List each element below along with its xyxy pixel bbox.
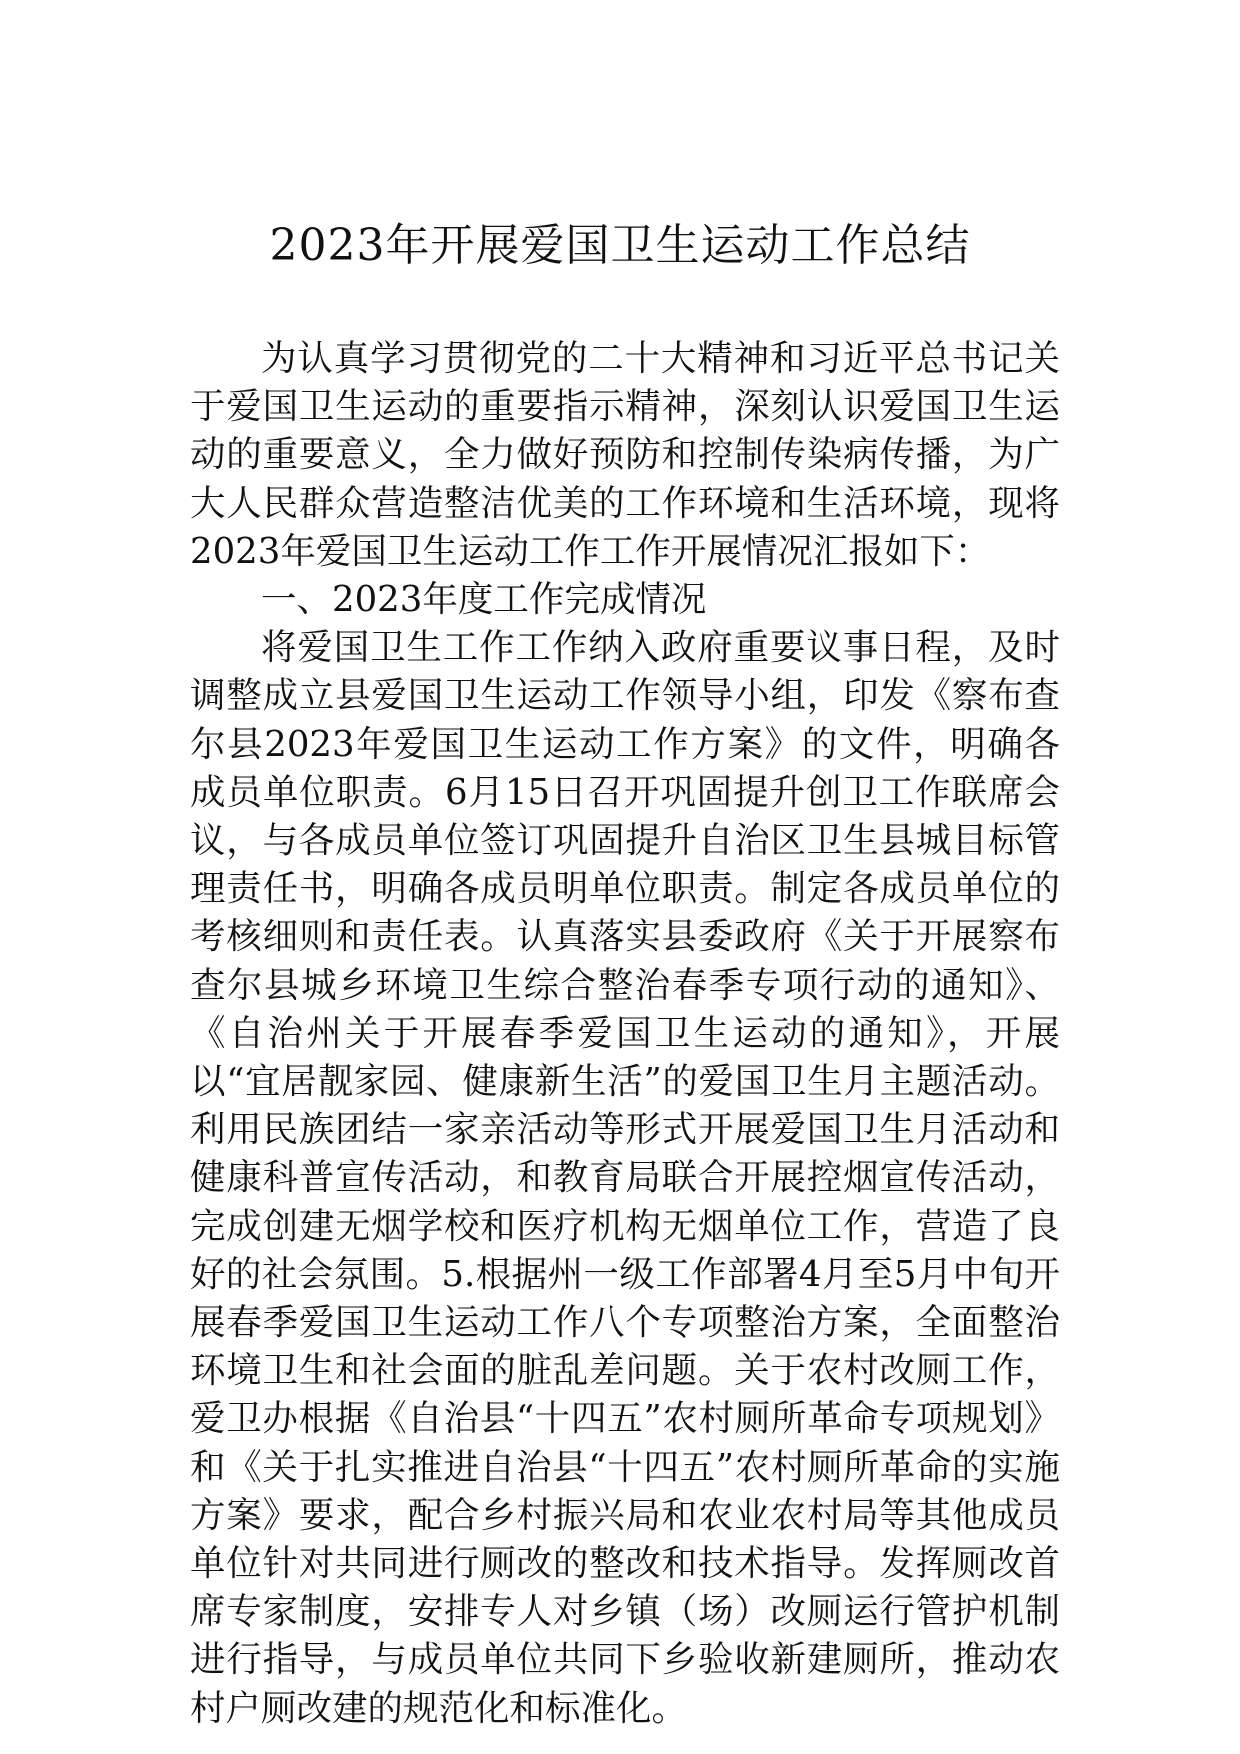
document-title: 2023年开展爱国卫生运动工作总结	[269, 220, 971, 271]
intro-paragraph: 为认真学习贯彻党的二十大精神和习近平总书记关于爱国卫生运动的重要指示精神，深刻认识爱国卫生运动的重要意义，全力做好预防和控制传染病传播，为广大人民群众营造整洁优美的工作环境和生活环境，现将2023年爱国卫生运动工作工作开展情况汇报如下：	[190, 338, 1060, 572]
document-body	[190, 335, 1060, 1733]
body-paragraph: 将爱国卫生工作工作纳入政府重要议事日程，及时调整成立县爱国卫生运动工作领导小组，印发《察布查尔县2023年爱国卫生运动工作方案》的文件，明确各成员单位职责。6月15日召开巩固提升创卫工作联席会议，与各成员单位签订巩固提升自治区卫生县城目标管理责任书，明确各成员明单位职责。制定各成员单位的考核细则和责任表。认真落实县委政府《关于开展察布查尔县城乡环境卫生综合整治春季专项行动的通知》、《自治州关于开展春季爱国卫生运动的通知》，开展以“宜居靓家园、健康新生活”的爱国卫生月主题活动。利用民族团结一家亲活动等形式开展爱国卫生月活动和健康科普宣传活动，和教育局联合开展控烟宣传活动，完成创建无烟学校和医疗机构无烟单位工作，营造了良好的社会氛围。5.根据州一级工作部署4月至5月中旬开展春季爱国卫生运动工作八个专项整治方案，全面整治环境卫生和社会面的脏乱差问题。关于农村改厕工作，爱卫办根据《自治县“十四五”农村厕所革命专项规划》和《关于扎实推进自治县“十四五”农村厕所革命的实施方案》要求，配合乡村振兴局和农业农村局等其他成员单位针对共同进行厕改的整改和技术指导。发挥厕改首席专家制度，安排专人对乡镇（场）改厕运行管护机制进行指导，与成员单位共同下乡验收新建厕所，推动农村户厕改建的规范化和标准化。	[190, 627, 1060, 1729]
section-heading: 一、2023年度工作完成情况	[261, 579, 707, 621]
